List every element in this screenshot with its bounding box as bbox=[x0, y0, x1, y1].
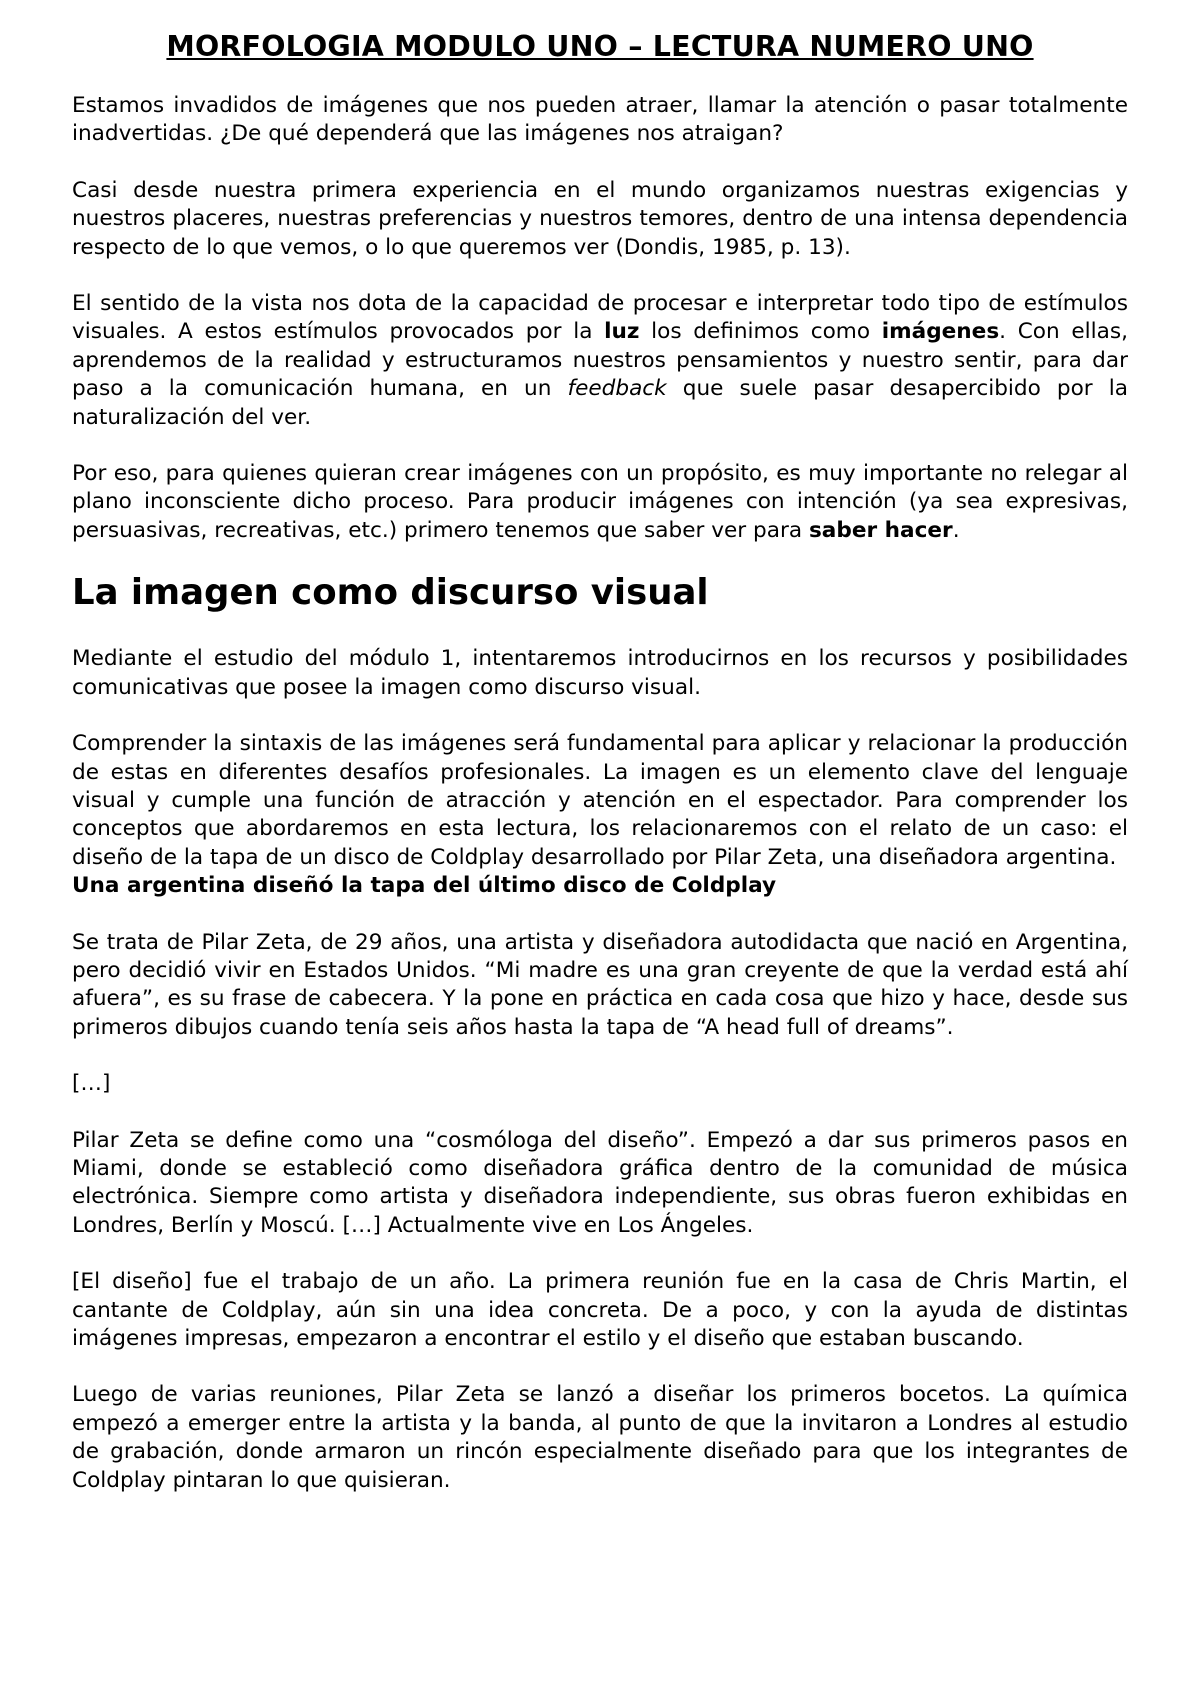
document-title: MORFOLOGIA MODULO UNO – LECTURA NUMERO UNO bbox=[166, 30, 1034, 63]
paragraph-ellipsis: […] bbox=[72, 1071, 111, 1097]
text-run: que suele pasar desapercibido por la naturalización del ver. bbox=[72, 376, 1128, 430]
paragraph-proposito bbox=[72, 460, 1128, 545]
italic-feedback: feedback bbox=[567, 376, 667, 402]
text-run: . bbox=[952, 517, 960, 543]
paragraph-dondis: Casi desde nuestra primera experiencia en el mundo organizamos nuestras exigencias y nuestros placeres, nuestras preferencias y nuestros temores, dentro de una intensa dependencia respecto de lo que vemos, o lo que queremos ver (Dondis, 1985, p. 13). bbox=[72, 177, 1128, 260]
paragraph-sentido-vista bbox=[72, 290, 1128, 432]
section-heading: La imagen como discurso visual bbox=[72, 572, 709, 614]
text-run: Por eso, para quienes quieran crear imágenes con un propósito, es muy importante no relegar al plano inconsciente dicho proceso. Para producir imágenes con intención (ya sea expresivas, persuasivas, recreativas, etc.) primero tenemos que saber ver para bbox=[72, 461, 1128, 543]
bold-luz: luz bbox=[604, 319, 640, 345]
bold-imagenes: imágenes bbox=[881, 319, 1000, 345]
paragraph-diseno-anio: [El diseño] fue el trabajo de un año. La primera reunión fue en la casa de Chris Martin, el cantante de Coldplay, aún sin una idea concreta. De a poco, y con la ayuda de distintas imágenes impresas, empezaron a encontrar el estilo y el diseño que estaban buscando. bbox=[72, 1269, 1128, 1351]
paragraph-bocetos: Luego de varias reuniones, Pilar Zeta se lanzó a diseñar los primeros bocetos. La química empezó a emerger entre la artista y la banda, al punto de que la invitaron a Londres al estudio de grabación, donde armaron un rincón especialmente diseñado para que los integrantes de Coldplay pintaran lo que quisieran. bbox=[72, 1382, 1128, 1493]
paragraph-cosmologa: Pilar Zeta se define como una “cosmóloga del diseño”. Empezó a dar sus primeros pasos en Miami, donde se estableció como diseñadora gráfica dentro de la comunidad de música electrónica. Siempre como artista y diseñadora independiente, sus obras fueron exhibidas en Londres, Berlín y Moscú. […] Actualmente vive en Los Ángeles. bbox=[72, 1127, 1128, 1238]
text-run: El sentido de la vista nos dota de la capacidad de procesar e interpretar todo tipo de estímulos visuales. A estos estímulos provocados por la bbox=[72, 291, 1128, 345]
paragraph-sintaxis: Comprender la sintaxis de las imágenes será fundamental para aplicar y relacionar la producción de estas en diferentes desafíos profesionales. La imagen es un elemento clave del lenguaje visual y cumple una función de atracción y atención en el espectador. Para comprender los conceptos que abordaremos en esta lectura, los relacionaremos con el relato de un caso: el diseño de la tapa de un disco de Coldplay desarrollado por Pilar Zeta, una diseñadora argentina. bbox=[72, 731, 1128, 870]
paragraph-intro: Estamos invadidos de imágenes que nos pueden atraer, llamar la atención o pasar totalmente inadvertidas. ¿De qué dependerá que las imágenes nos atraigan? bbox=[72, 93, 1128, 147]
text-run: los definimos como bbox=[639, 319, 882, 345]
bold-saber-hacer: saber hacer bbox=[808, 517, 953, 543]
text-run: . Con ellas, aprendemos de la realidad y estructuramos nuestros pensamientos y nuestro sentir, para dar paso a la comunicación humana, en un bbox=[72, 319, 1128, 402]
article-subheading: Una argentina diseñó la tapa del último disco de Coldplay bbox=[72, 873, 777, 899]
paragraph-modulo: Mediante el estudio del módulo 1, intentaremos introducirnos en los recursos y posibilidades comunicativas que posee la imagen como discurso visual. bbox=[72, 646, 1128, 700]
paragraph-pilar-zeta: Se trata de Pilar Zeta, de 29 años, una artista y diseñadora autodidacta que nació en Argentina, pero decidió vivir en Estados Unidos. “Mi madre es una gran creyente de que la verdad está ahí afuera”, es su frase de cabecera. Y la pone en práctica en cada cosa que hizo y hace, desde sus primeros dibujos cuando tenía seis años hasta la tapa de “A head full of dreams”. bbox=[72, 929, 1128, 1040]
